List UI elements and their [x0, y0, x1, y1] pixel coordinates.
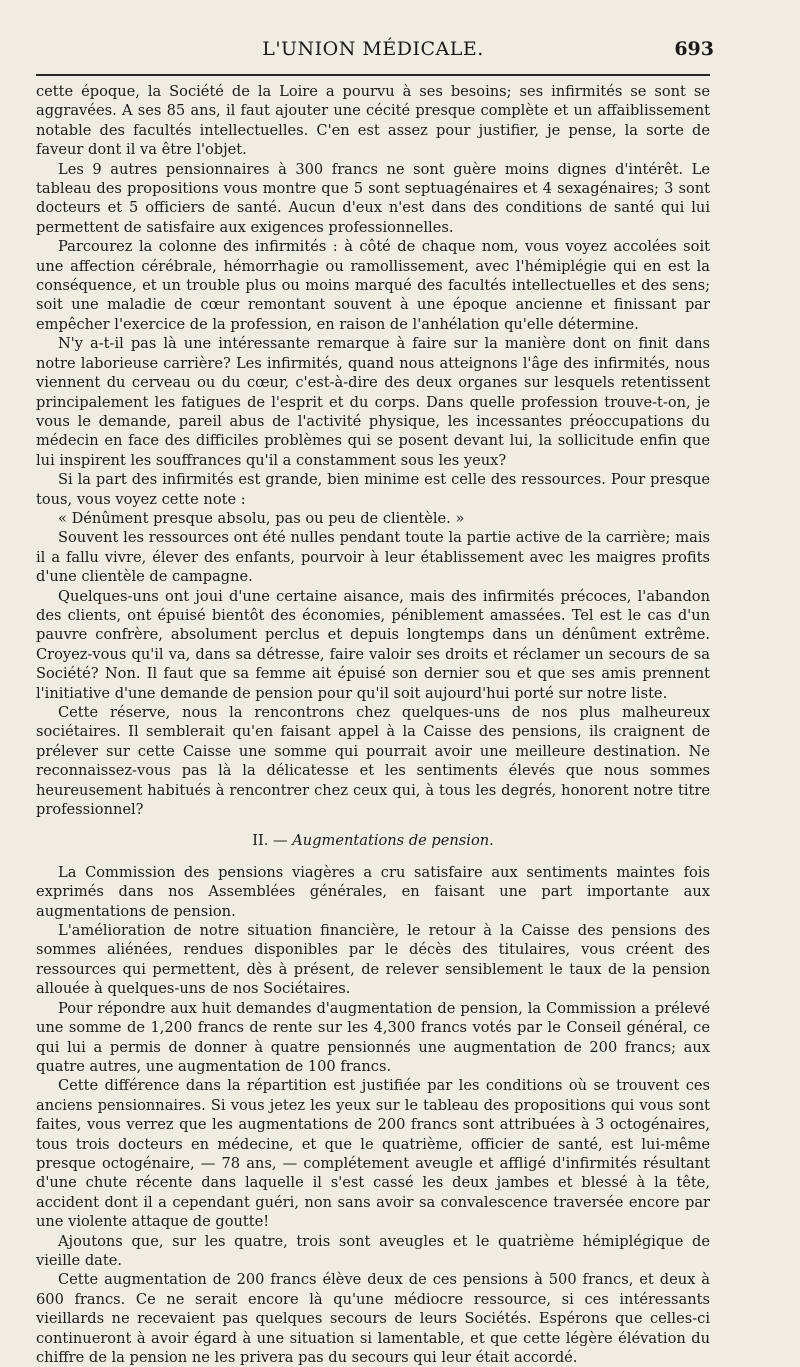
- page-header: [36, 36, 714, 70]
- paragraph: N'y a-t-il pas là une intéressante remarque à faire sur la manière dont on finit dans notre laborieuse carrière? Les infirmités, quand nous atteignons l'âge des infirmités, nous viennent du cerveau ou du cœur, c'est-à-dire des deux organes sur lesquels retentissent principalement les fatigues de l'esprit et du corps. Dans quelle profession trouve-t-on, je vous le demande, pareil abus de l'activité physique, les incessantes préoccupations du médecin en face des difficiles problèmes qui se posent devant lui, la sollicitude enfin que lui inspirent les souffrances qu'il a constamment sous les yeux?: [36, 335, 710, 469]
- paragraph: Cette différence dans la répartition est justifiée par les conditions où se trouvent ces anciens pensionnaires. Si vous jetez les yeux sur le tableau des propositions qui vous sont faites, vous verrez que les augmentations de 200 francs sont attribuées à 3 octogénaires, tous trois docteurs en médecine, et que le quatrième, officier de santé, est lui-même presque octogénaire, — 78 ans, — complétement aveugle et affligé d'infirmités résultant d'une chute récente dans laquelle il s'est cassé les deux jambes et blessé à la tête, accident dont il a cependant guéri, non sans avoir sa convalescence traversée encore par une violente attaque de goutte!: [36, 1077, 710, 1231]
- running-title: L'UNION MÉDICALE.: [262, 38, 484, 60]
- section-heading: [36, 831, 710, 850]
- paragraph: Quelques-uns ont joui d'une certaine aisance, mais des infirmités précoces, l'abandon des clients, ont épuisé bientôt des économies, péniblement amassées. Tel est le cas d'un pauvre confrère, absolument perclus et depuis longtemps dans un dénûment extrême. Croyez-vous qu'il va, dans sa détresse, faire valoir ses droits et réclamer un secours de sa Société? Non. Il faut que sa femme ait épuisé son dernier sou et que ses amis prennent l'initiative d'une demande de pension pour qu'il soit aujourd'hui porté sur notre liste.: [36, 587, 710, 702]
- paragraph: Souvent les ressources ont été nulles pendant toute la partie active de la carrière; mais il a fallu vivre, élever des enfants, pourvoir à leur établissement avec les maigres profits d'une clientèle de campagne.: [36, 529, 710, 586]
- section-title: Augmentations de pension.: [292, 832, 494, 850]
- paragraph: Cette augmentation de 200 francs élève deux de ces pensions à 500 francs, et deux à 600 francs. Ce ne serait encore là qu'une médiocre ressource, si ces intéressants vieillards ne recevaient pas quelques secours de leurs Sociétés. Espérons que celles-ci continueront à avoir égard à une situation si lamentable, et que cette légère élévation du chiffre de la pension ne les privera pas du secours qui leur était accordé.: [36, 1271, 710, 1366]
- paragraph: Si la part des infirmités est grande, bien minime est celle des ressources. Pour presque tous, vous voyez cette note :: [36, 471, 710, 508]
- article-body: [36, 82, 710, 1367]
- paragraph: Pour répondre aux huit demandes d'augmentation de pension, la Commission a prélevé une somme de 1,200 francs de rente sur les 4,300 francs votés par le Conseil général, ce qui lui a permis de donner à quatre pensionnés une augmentation de 200 francs; aux quatre autres, une augmentation de 100 francs.: [36, 999, 710, 1075]
- paragraph: L'amélioration de notre situation financière, le retour à la Caisse des pensions des sommes aliénées, rendues disponibles par le décès des titulaires, vous créent des ressources qui permettent, dès à présent, de relever sensiblement le taux de la pension allouée à quelques-uns de nos Sociétaires.: [36, 922, 710, 998]
- quoted-note: « Dénûment presque absolu, pas ou peu de clientèle. »: [58, 509, 465, 527]
- section-number: II. —: [252, 832, 288, 850]
- paragraph: Les 9 autres pensionnaires à 300 francs ne sont guère moins dignes d'intérêt. Le tableau des propositions vous montre que 5 sont septuagénaires et 4 sexagénaires; 3 sont docteurs et 5 officiers de santé. Aucun d'eux n'est dans des conditions de santé qui lui permettent de satisfaire aux exigences professionnelles.: [36, 160, 710, 236]
- page-number: 693: [674, 38, 714, 60]
- paragraph: cette époque, la Société de la Loire a pourvu à ses besoins; ses infirmités se sont se aggravées. A ses 85 ans, il faut ajouter une cécité presque complète et un affaiblissement notable des facultés intellectuelles. C'en est assez pour justifier, je pense, la sorte de faveur dont il va être l'objet.: [36, 83, 710, 159]
- header-rule: [36, 74, 710, 76]
- paragraph: Parcourez la colonne des infirmités : à côté de chaque nom, vous voyez accolées soit une affection cérébrale, hémorrhagie ou ramollissement, avec l'hémiplégie qui en est la conséquence, et un trouble plus ou moins marqué des facultés intellectuelles et des sens; soit une maladie de cœur remontant souvent à une époque ancienne et finissant par empêcher l'exercice de la profession, en raison de l'anhélation qu'elle détermine.: [36, 238, 710, 333]
- paragraph: Cette réserve, nous la rencontrons chez quelques-uns de nos plus malheureux sociétaires. Il semblerait qu'en faisant appel à la Caisse des pensions, ils craignent de prélever sur cette Caisse une somme qui pourrait avoir une meilleure destination. Ne reconnaissez-vous pas là la délicatesse et les sentiments élevés que nous sommes heureusement habitués à rencontrer chez ceux qui, à tous les degrés, honorent notre titre professionnel?: [36, 704, 710, 819]
- paragraph: Ajoutons que, sur les quatre, trois sont aveugles et le quatrième hémiplégique de vieille date.: [36, 1232, 710, 1269]
- paragraph: La Commission des pensions viagères a cru satisfaire aux sentiments maintes fois exprimés dans nos Assemblées générales, en faisant une part importante aux augmentations de pension.: [36, 863, 710, 920]
